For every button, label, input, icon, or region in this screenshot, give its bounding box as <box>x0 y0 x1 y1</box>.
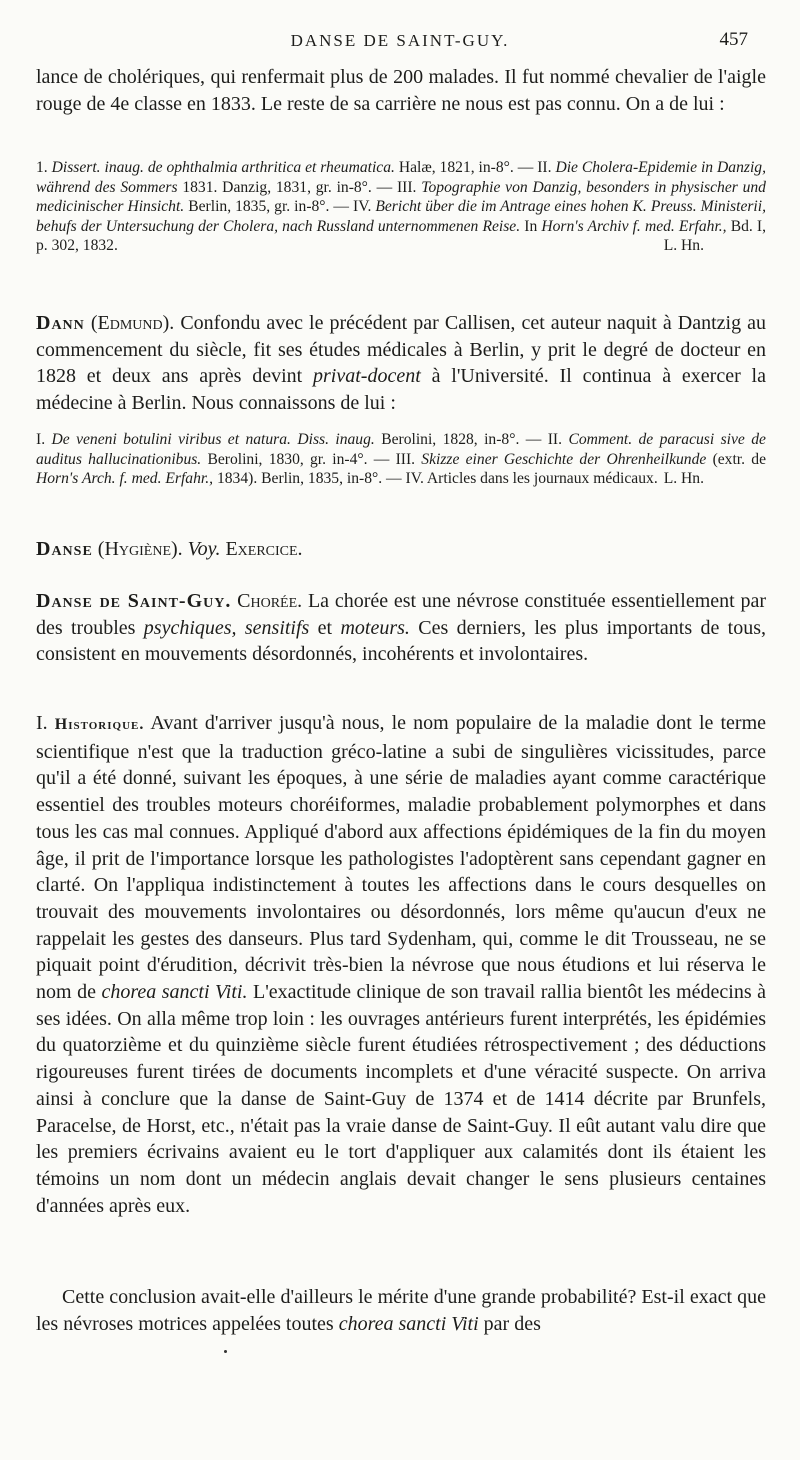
ref-title: Horn's Arch. f. med. Erfahr., <box>36 470 214 488</box>
ref-title: Dissert. inaug. de ophthalmia arthritica et rheumatica. <box>51 159 395 176</box>
ref-detail: Berolini, 1828, in-8°. — II. <box>381 431 563 448</box>
cross-reference: Exercice. <box>225 538 303 560</box>
paragraph-text: Cette conclusion avait-elle d'ailleurs le mérite d'une grande probabilité? Est-il exact que les névroses motrices appelées toutes <box>36 1286 766 1335</box>
section-text: Avant d'arriver jusqu'à nous, le nom populaire de la maladie dont le terme scientifique n'est que la traduction gréco-latine a subi de singulières vicissitudes, parce qu'il a été donné, suivant les époques, à une série de maladies ayant comme caractérique essentiel des troubles moteurs choréiformes, maladie probablement polymorphes et dans tous les cas mal connues. Appliqué d'abord aux affections épidémiques de la fin du moyen âge, il prit de l'importance lorsque les pathologistes l'adoptèrent sans cependant gagner en clarté. On l'appliqua indistinctement à toutes les affections dans le cours desquelles on trouvait des mouvements involontaires ou désordonnés, lors même qu'aucun d'eux ne rappelait les gestes des danseurs. Plus tard Sydenham, qui, comme le dit Trousseau, ne se piquait point d'érudition, décrivit très-bien la névrose que nous étudions et lui réserva le nom de <box>36 712 766 1004</box>
section-historique <box>36 710 766 1219</box>
entry-text: à l'Université. Il continua à exercer la médecine à Berlin. Nous connaissons de lui : <box>36 365 766 415</box>
ref-detail: Halæ, 1821, in-8°. — II. <box>398 159 552 176</box>
entry-text: Ces derniers, les plus importants de tous, consistent en mouvements désordonnés, incohérents et involontaires. <box>36 616 767 666</box>
section-italic: chorea sancti Viti. <box>101 981 248 1004</box>
section-heading: Historique. <box>54 716 145 733</box>
paragraph-italic: chorea sancti Viti <box>338 1312 479 1335</box>
ref-title: Comment. de paracusi sive de auditus hallucinationibus. <box>36 431 766 468</box>
entry-italic: moteurs. <box>340 616 410 639</box>
ref-number: I. <box>36 431 46 448</box>
entry-italic: privat-docent <box>313 365 421 388</box>
entry-term: Danse de Saint-Guy. <box>36 590 232 612</box>
ref-detail: Berlin, 1835, gr. in-8°. — IV. <box>188 198 372 216</box>
entry-paren: (Hygiène). <box>97 538 183 560</box>
ref-title: Die Cholera-Epidemie in Danzig, während des Sommers <box>36 159 766 196</box>
ref-detail: Bd. I, p. 302, 1832. <box>36 217 766 255</box>
page-header <box>0 29 800 53</box>
voy-label: Voy. <box>187 538 221 560</box>
author-signature: L. Hn. <box>663 470 704 488</box>
ref-detail: In <box>524 217 538 235</box>
paragraph-final <box>36 1284 766 1337</box>
paragraph-continued <box>36 64 766 117</box>
ref-title: Skizze einer Geschichte der Ohrenheilkunde <box>421 450 707 468</box>
entry-dann <box>36 310 766 417</box>
entry-text: La chorée est une névrose constituée essentiellement par des troubles <box>36 590 766 639</box>
entry-danse-hygiene <box>36 536 766 563</box>
entry-italic: psychiques, sensitifs <box>143 616 310 639</box>
section-text: L'exactitude clinique de son travail rallia bientôt les médecins à ses idées. On alla même trop loin : les ouvrages antérieurs furent interprétés, les épidémies du quatorzième et du quinzième siècle furent étudiées rétrospectivement ; des déductions rigoureuses furent tirées de documents incomplets et d'une véracité suspecte. On arriva ainsi à conclure que la danse de Saint-Guy de 1374 et de 1414 décrite par Brunfels, Paracelse, de Horst, etc., n'était pas la vraie danse de Saint-Guy. Il eût autant valu dire que les premiers écrivains avaient eu le tort d'appliquer aux calamités dont ils étaient les témoins un nom dont un médecin anglais devait changer le sens plusieurs centaines d'années après eux. <box>36 981 767 1217</box>
entry-name: (Edmund). <box>90 312 175 334</box>
ref-detail: (extr. de <box>712 450 766 468</box>
ref-title: Bericht über die im Antrage eines hohen K. Preuss. Ministerii, behufs der Untersuchung der Cholera, nach Russland unternommenen Reise. <box>36 198 766 235</box>
ref-title: Horn's Archiv f. med. Erfahr., <box>541 217 727 235</box>
section-number: I. <box>36 712 48 734</box>
ref-title: De veneni botulini viribus et natura. Diss. inaug. <box>51 431 375 448</box>
bibliography-block-2 <box>36 430 766 489</box>
ref-detail: 1834). Berlin, 1835, in-8°. — IV. Articles dans les journaux médicaux. <box>216 470 658 488</box>
page-number: 457 <box>719 29 748 50</box>
paragraph-text: par des <box>483 1312 541 1335</box>
ink-speck <box>224 1350 227 1353</box>
author-signature: L. Hn. <box>663 237 704 255</box>
ref-detail: Berolini, 1830, gr. in-4°. — III. <box>207 450 416 468</box>
entry-danse-saint-guy <box>36 588 766 668</box>
ref-title: Topographie von Danzig, besonders in physischer und medicinischer Hinsicht. <box>36 178 766 216</box>
ref-number: 1. <box>36 159 48 176</box>
bibliography-block-1 <box>36 158 766 256</box>
entry-term: Danse <box>36 538 93 560</box>
entry-subtitle: Chorée. <box>237 590 303 612</box>
entry-term: Dann <box>36 312 85 334</box>
entry-text: et <box>317 616 333 639</box>
ref-detail: 1831. Danzig, 1831, gr. in-8°. — III. <box>182 178 417 196</box>
paragraph-text: lance de cholériques, qui renfermait plus de 200 malades. Il fut nommé chevalier de l'aigle rouge de 4e classe en 1833. Le reste de sa carrière ne nous est pas connu. On a de lui : <box>36 66 766 115</box>
entry-text: Confondu avec le précédent par Callisen, cet auteur naquit à Dantzig au commencement du siècle, fit ses études médicales à Berlin, y prit le degré de docteur en 1828 et deux ans après devint <box>36 312 766 388</box>
running-title: DANSE DE SAINT-GUY. <box>290 31 510 50</box>
